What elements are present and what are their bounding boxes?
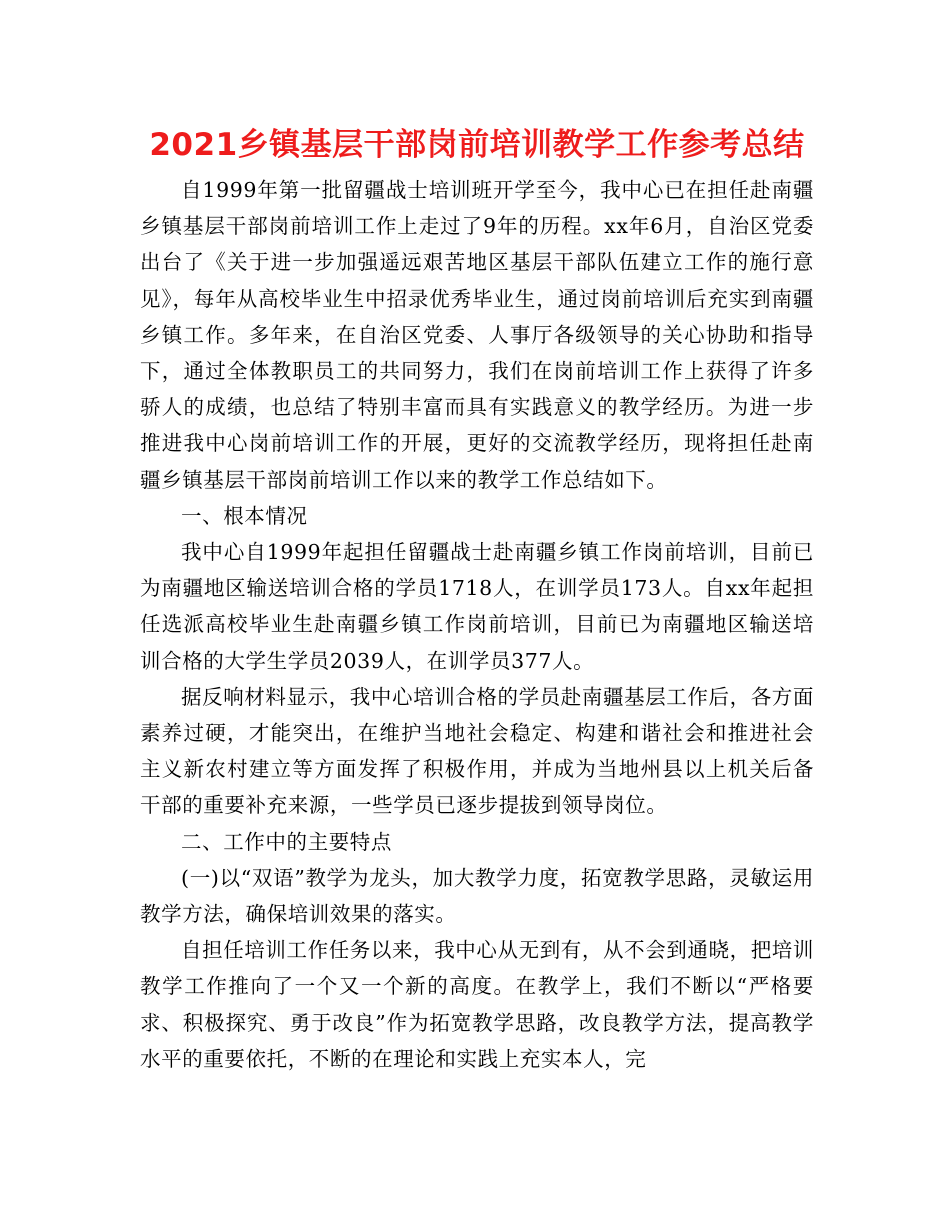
- document-title: 2021乡镇基层干部岗前培训教学工作参考总结: [149, 127, 805, 163]
- basic-situation-paragraph: 我中心自1999年起担任留疆战士赴南疆乡镇工作岗前培训，目前已为南疆地区输送培训合格的学员1718人，在训学员173人。自xx年起担任选派高校毕业生赴南疆乡镇工作岗前培训，目前已为南疆地区输送培训合格的大学生学员2039人，在训学员377人。: [140, 540, 814, 673]
- teaching-paragraph: 自担任培训工作任务以来，我中心从无到有，从不会到通晓，把培训教学工作推向了一个又一个新的高度。在教学上，我们不断以“严格要求、积极探究、勇于改良”作为拓宽教学思路，改良教学方法，提高教学水平的重要依托，不断的在理论和实践上充实本人，完: [140, 938, 814, 1071]
- section-heading-main-features: 二、工作中的主要特点: [181, 829, 392, 854]
- feedback-paragraph: 据反响材料显示，我中心培训合格的学员赴南疆基层工作后，各方面素养过硬，才能突出，在维护当地社会稳定、构建和谐社会和推进社会主义新农村建立等方面发挥了积极作用，并成为当地州县以上机关后备干部的重要补充来源，一些学员已逐步提拔到领导岗位。: [140, 684, 814, 818]
- intro-paragraph: 自1999年第一批留疆战士培训班开学至今，我中心已在担任赴南疆乡镇基层干部岗前培训工作上走过了9年的历程。xx年6月，自治区党委出台了《关于进一步加强遥远艰苦地区基层干部队伍建立工作的施行意见》，每年从高校毕业生中招录优秀毕业生，通过岗前培训后充实到南疆乡镇工作。多年来，在自治区党委、人事厅各级领导的关心协助和指导下，通过全体教职员工的共同努力，我们在岗前培训工作上获得了许多骄人的成绩，也总结了特别丰富而具有实践意义的教学经历。为进一步推进我中心岗前培训工作的开展，更好的交流教学经历，现将担任赴南疆乡镇基层干部岗前培训工作以来的教学工作总结如下。: [140, 178, 814, 492]
- section-heading-basic-situation: 一、根本情况: [181, 503, 308, 528]
- subsection-heading-bilingual: (一)以“双语”教学为龙头，加大教学力度，拓宽教学思路，灵敏运用教学方法，确保培训效果的落实。: [140, 865, 814, 927]
